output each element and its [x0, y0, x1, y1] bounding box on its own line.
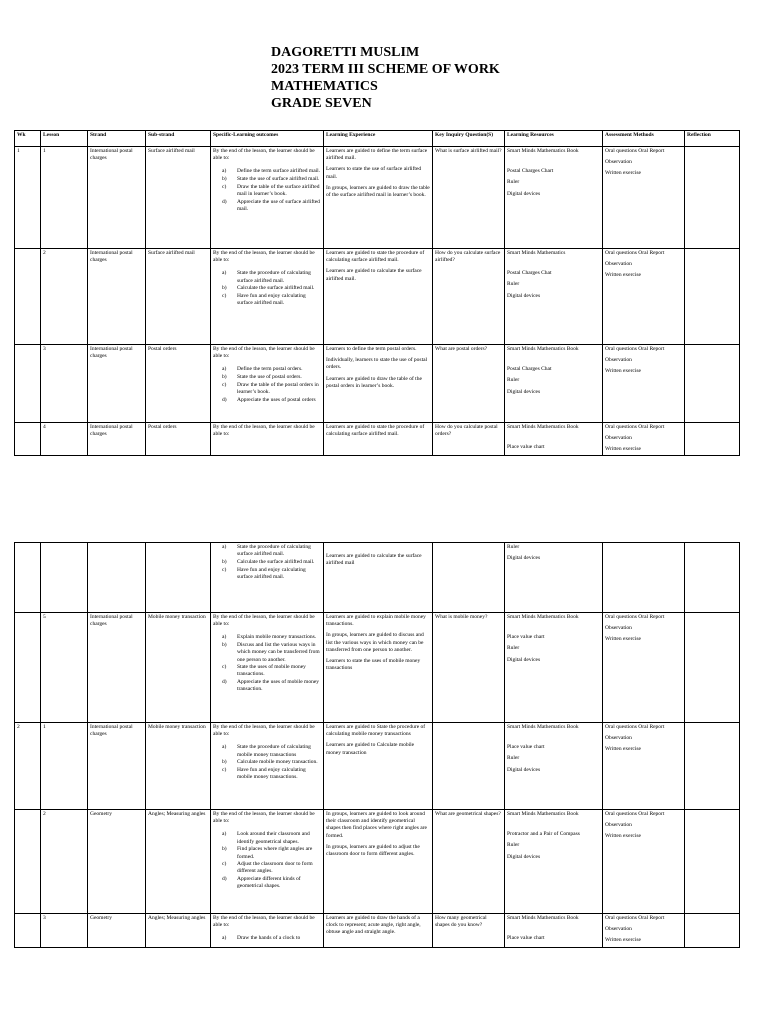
outcomes-intro: By the end of the lesson, the learner should be able to: [213, 346, 315, 360]
assessment-item: Written exercise [605, 636, 641, 643]
outcome-text: State the use of surface airlifted mail. [237, 176, 320, 183]
outcome-marker: b) [222, 176, 227, 183]
cell-outcomes [211, 613, 324, 723]
outcomes-intro: By the end of the lesson, the learner should be able to: [213, 724, 315, 738]
outcomes-intro: By the end of the lesson, the learner should be able to: [213, 424, 315, 438]
cell-outcomes [211, 810, 324, 914]
resource-item: Digital devices [507, 555, 541, 562]
cell-assessment [603, 723, 685, 810]
cell-lesson [41, 543, 88, 613]
cell-resources [505, 914, 603, 948]
cell-lesson: 3 [41, 345, 88, 423]
experience-paragraph: In groups, learners are guided to look around their classroom and identify geometrical shapes then find places where right angles are formed. [326, 811, 427, 839]
cell-strand: International postal charges [88, 613, 146, 723]
outcome-text: State the procedure of calculating mobile money transactions [237, 744, 311, 758]
resource-item: Place value chart [507, 444, 545, 451]
outcome-text: Draw the hands of a clock to [237, 935, 301, 942]
experience-paragraph: Learners to state the use of surface airlifted mail. [326, 166, 422, 180]
outcome-text: State the use of postal orders. [237, 374, 302, 381]
resource-item [507, 159, 600, 164]
cell-lesson: 1 [41, 147, 88, 249]
cell-assessment [603, 147, 685, 249]
resource-item [507, 261, 600, 266]
assessment-item: Observation [605, 926, 632, 933]
term-title: 2023 TERM III SCHEME OF WORK [271, 62, 500, 77]
cell-inquiry-question: How do you calculate surface airlifted? [433, 249, 505, 345]
cell-reflection [685, 345, 740, 423]
outcomes-list [213, 744, 321, 781]
outcome-item [222, 374, 321, 381]
resource-item: Smart Minds Mathematics Book [507, 811, 579, 817]
table-row [15, 147, 740, 249]
outcome-marker: b) [222, 285, 227, 292]
cell-lesson: 4 [41, 423, 88, 456]
cell-inquiry-question: What are geometrical shapes? [433, 810, 505, 914]
resource-item: Smart Minds Mathematics Book [507, 614, 579, 620]
resource-item: Digital devices [507, 853, 541, 860]
cell-resources [505, 543, 603, 613]
cell-resources [505, 613, 603, 723]
experience-paragraph: In groups, learners are guided to draw the table of the surface airlifted mail in learner’s book. [326, 184, 430, 199]
outcome-text: Appreciate different kinds of geometrical shapes. [237, 876, 301, 890]
cell-reflection [685, 543, 740, 613]
assessment-item: Oral questions Oral Report [605, 811, 665, 817]
cell-substrand: Postal orders [146, 423, 211, 456]
cell-strand: International postal charges [88, 723, 146, 810]
outcome-item [222, 176, 321, 183]
outcomes-list [213, 366, 321, 404]
resource-item: Digital devices [507, 190, 541, 197]
assessment-item: Observation [605, 435, 632, 442]
assessment-item: Written exercise [605, 446, 641, 453]
cell-lesson: 2 [41, 810, 88, 914]
cell-resources [505, 423, 603, 456]
cell-outcomes [211, 423, 324, 456]
experience-paragraph: Learners to define the term postal orders. [326, 346, 417, 352]
outcome-marker: a) [222, 544, 227, 550]
table-row [15, 914, 740, 948]
cell-strand: Geometry [88, 810, 146, 914]
outcome-text: Appreciate the use of surface airlifted mail. [237, 198, 320, 212]
resource-item: Ruler [507, 281, 520, 288]
outcome-item [222, 767, 321, 781]
resource-item: Digital devices [507, 656, 541, 663]
outcome-item [222, 679, 321, 693]
outcome-marker: d) [222, 679, 227, 686]
cell-week [15, 914, 41, 948]
cell-resources [505, 810, 603, 914]
cell-reflection [685, 423, 740, 456]
outcome-item [222, 270, 321, 284]
table-row [15, 613, 740, 723]
cell-experience [324, 723, 433, 810]
outcome-item [222, 846, 321, 860]
outcome-item [222, 366, 321, 373]
cell-resources [505, 723, 603, 810]
resource-item: Smart Minds Mathematics Book [507, 915, 579, 921]
resource-item: Smart Minds Mathematics Book [507, 724, 579, 730]
cell-substrand: Surface airlifted mail [146, 249, 211, 345]
resource-item: Place value chart [507, 634, 545, 641]
outcomes-list [213, 831, 321, 890]
outcome-item [222, 634, 321, 641]
experience-paragraph: Learners are guided to calculate the surface airlifted mail [326, 553, 422, 567]
assessment-item: Written exercise [605, 937, 641, 944]
resource-item: Smart Minds Mathematics [507, 250, 566, 256]
cell-outcomes [211, 543, 324, 613]
resource-item: Ruler [507, 544, 520, 550]
outcome-marker: b) [222, 759, 227, 766]
resource-item: Ruler [507, 842, 520, 849]
outcome-marker: b) [222, 374, 227, 381]
cell-substrand: Surface airlifted mail [146, 147, 211, 249]
cell-week [15, 249, 41, 345]
col-header-resources: Learning Resources [505, 131, 603, 147]
cell-reflection [685, 147, 740, 249]
cell-week: 1 [15, 147, 41, 249]
outcome-text: Draw the table of the postal orders in learner’s book. [237, 381, 319, 396]
resource-item: Digital devices [507, 766, 541, 773]
resource-item: Digital devices [507, 388, 541, 395]
outcome-text: Have fun and enjoy calculating surface airlifted mail. [237, 293, 306, 307]
cell-outcomes [211, 345, 324, 423]
outcome-marker: c) [222, 293, 227, 300]
cell-inquiry-question [433, 723, 505, 810]
cell-assessment [603, 613, 685, 723]
outcome-item [222, 285, 321, 292]
cell-assessment [603, 249, 685, 345]
outcome-marker: c) [222, 566, 227, 573]
outcome-marker: d) [222, 876, 227, 883]
outcome-marker: c) [222, 767, 227, 774]
col-header-question: Key Inquiry Question(S) [433, 131, 505, 147]
cell-strand: International postal charges [88, 345, 146, 423]
table-row [15, 723, 740, 810]
cell-week [15, 810, 41, 914]
outcome-item [222, 199, 321, 213]
resource-item [507, 926, 600, 931]
experience-paragraph: Learners are guided to explain mobile money transactions. [326, 614, 426, 628]
experience-paragraph: Learners are guided to draw the table of the postal orders in learner’s book. [326, 375, 422, 389]
resource-item: Ruler [507, 377, 520, 384]
table-row [15, 345, 740, 423]
resource-item [507, 435, 600, 440]
outcomes-list [213, 544, 321, 581]
experience-paragraph: Learners are guided to state the procedure of calculating surface airlifted mail. [326, 424, 425, 438]
experience-paragraph: Learners are guided to State the procedure of calculating mobile money transactions [326, 724, 426, 738]
assessment-item: Observation [605, 261, 632, 268]
resource-item [507, 735, 600, 740]
experience-paragraph: Learners are guided to draw the hands of a clock to represent; acute angle, right angle, obtuse angle and straight angle. [326, 915, 421, 936]
assessment-item: Oral questions Oral Report [605, 915, 665, 921]
cell-week [15, 423, 41, 456]
col-header-reflection: Reflection [685, 131, 740, 147]
resource-item: Smart Minds Mathematics Book [507, 424, 579, 430]
resource-item: Digital devices [507, 292, 541, 299]
outcomes-list [213, 168, 321, 213]
experience-paragraph [326, 544, 430, 549]
cell-experience [324, 613, 433, 723]
outcomes-intro: By the end of the lesson, the learner should be able to: [213, 811, 315, 825]
col-header-outcomes: Specific-Learning outcomes [211, 131, 324, 147]
assessment-item: Written exercise [605, 746, 641, 753]
outcome-marker: c) [222, 861, 227, 868]
resource-item: Place value chart [507, 935, 545, 942]
cell-reflection [685, 914, 740, 948]
cell-outcomes [211, 914, 324, 948]
cell-strand: International postal charges [88, 249, 146, 345]
outcome-text: Define the term surface airlifted mail. [237, 168, 321, 175]
outcome-item [222, 168, 321, 175]
outcome-item [222, 642, 321, 664]
outcome-marker: d) [222, 198, 227, 205]
cell-lesson: 2 [41, 249, 88, 345]
outcome-text: Have fun and enjoy calculating surface airlifted mail. [237, 566, 306, 580]
assessment-item: Oral questions Oral Report [605, 724, 665, 730]
assessment-item: Observation [605, 735, 632, 742]
outcome-item [222, 759, 321, 766]
outcome-text: Explain mobile money transactions. [237, 634, 317, 641]
cell-experience [324, 423, 433, 456]
assessment-item: Oral questions Oral Report [605, 250, 665, 256]
school-name: DAGORETTI MUSLIM [271, 45, 420, 60]
table-row [15, 810, 740, 914]
outcome-text: Adjust the classroom door to form different angles. [237, 861, 313, 875]
grade-title: GRADE SEVEN [271, 96, 372, 111]
cell-assessment [603, 914, 685, 948]
table-row [15, 543, 740, 613]
outcome-text: Look around their classroom and identify geometrical shapes. [237, 831, 310, 845]
cell-week [15, 345, 41, 423]
resource-item: Ruler [507, 645, 520, 652]
resource-item: Smart Minds Mathematics Book [507, 346, 579, 352]
experience-paragraph: Learners are guided to define the term surface airlifted mail. [326, 148, 428, 162]
resource-item: Smart Minds Mathematics Book [507, 148, 579, 154]
cell-assessment [603, 810, 685, 914]
cell-experience [324, 147, 433, 249]
cell-substrand [146, 543, 211, 613]
resource-item: Protractor and a Pair of Compass [507, 831, 580, 838]
outcome-item [222, 664, 321, 678]
cell-week [15, 543, 41, 613]
document-title [271, 44, 571, 112]
outcome-text: Calculate mobile money transaction. [237, 759, 318, 766]
table-row [15, 423, 740, 456]
outcome-item [222, 861, 321, 875]
outcome-marker: a) [222, 935, 227, 942]
cell-lesson: 1 [41, 723, 88, 810]
outcomes-intro: By the end of the lesson, the learner should be able to: [213, 614, 315, 628]
table-body-page-2 [15, 543, 740, 948]
table-body-page-1 [15, 147, 740, 456]
outcome-item [222, 397, 321, 404]
cell-outcomes [211, 249, 324, 345]
assessment-item: Observation [605, 625, 632, 632]
cell-substrand: Mobile money transaction [146, 723, 211, 810]
outcomes-list [213, 270, 321, 307]
resource-item: Postal Charges Chart [507, 168, 554, 175]
outcomes-list [213, 634, 321, 693]
assessment-item: Oral questions Oral Report [605, 346, 665, 352]
col-header-substrand: Sub-strand [146, 131, 211, 147]
outcome-marker: c) [222, 183, 227, 190]
outcomes-intro: By the end of the lesson, the learner should be able to: [213, 915, 315, 929]
cell-lesson: 5 [41, 613, 88, 723]
outcomes-intro: By the end of the lesson, the learner should be able to: [213, 250, 315, 264]
cell-substrand: Postal orders [146, 345, 211, 423]
outcome-item [222, 831, 321, 845]
cell-resources [505, 345, 603, 423]
assessment-item: Written exercise [605, 833, 641, 840]
assessment-item: Written exercise [605, 170, 641, 177]
outcome-marker: a) [222, 634, 227, 641]
cell-reflection [685, 810, 740, 914]
outcome-item [222, 744, 321, 758]
outcome-marker: a) [222, 366, 227, 373]
cell-strand: International postal charges [88, 423, 146, 456]
outcome-text: Find places where right angles are formed. [237, 846, 313, 860]
outcome-marker: a) [222, 831, 227, 838]
col-header-wk: Wk [15, 131, 41, 147]
cell-experience [324, 543, 433, 613]
outcome-marker: b) [222, 642, 227, 649]
resource-item: Postal Charges Chat [507, 366, 552, 373]
assessment-item: Oral questions Oral Report [605, 424, 665, 430]
outcome-text: Appreciate the uses of postal orders [237, 396, 316, 403]
outcome-item [222, 382, 321, 396]
outcome-item [222, 567, 321, 581]
cell-inquiry-question: What are postal orders? [433, 345, 505, 423]
assessment-item: Oral questions Oral Report [605, 148, 665, 154]
outcome-marker: b) [222, 846, 227, 853]
outcome-marker: b) [222, 558, 227, 565]
cell-experience [324, 914, 433, 948]
cell-inquiry-question: What is surface airlifted mail? [433, 147, 505, 249]
resource-item [507, 625, 600, 630]
outcome-text: Have fun and enjoy calculating mobile money transactions. [237, 767, 306, 781]
outcome-text: State the procedure of calculating surface airlifted mail. [237, 270, 311, 284]
cell-resources [505, 147, 603, 249]
experience-paragraph: Learners are guided to state the procedure of calculating surface airlifted mail. [326, 250, 425, 264]
cell-experience [324, 345, 433, 423]
experience-paragraph: Individually, learners to state the use of postal orders. [326, 357, 428, 371]
outcome-marker: d) [222, 396, 227, 403]
experience-paragraph: Learners are guided to Calculate mobile money transaction [326, 742, 415, 756]
experience-paragraph: Learners are guided to calculate the surface airlifted mail. [326, 268, 422, 282]
outcome-marker: c) [222, 664, 227, 671]
cell-outcomes [211, 147, 324, 249]
cell-inquiry-question: What is mobile money? [433, 613, 505, 723]
col-header-assessment: Assessment Methods [603, 131, 685, 147]
outcomes-list [213, 935, 321, 942]
outcome-marker: a) [222, 270, 227, 277]
cell-strand: International postal charges [88, 147, 146, 249]
resource-item: Postal Charges Chat [507, 270, 552, 277]
outcome-item [222, 876, 321, 890]
cell-week: 2 [15, 723, 41, 810]
cell-experience [324, 810, 433, 914]
resource-item: Place value chart [507, 744, 545, 751]
experience-paragraph: Learners to state the uses of mobile money transactions [326, 658, 421, 672]
cell-experience [324, 249, 433, 345]
outcome-text: Appreciate the uses of mobile money transaction. [237, 679, 320, 693]
col-header-experience: Learning Experience [324, 131, 433, 147]
assessment-item: Observation [605, 159, 632, 166]
outcome-item [222, 559, 321, 566]
outcome-text: Calculate the surface airlifted mail. [237, 558, 315, 565]
outcome-text: State the uses of mobile money transactions. [237, 664, 306, 678]
experience-paragraph: In groups, learners are guided to discuss and list the various ways in which money can be transferred from one person to another. [326, 632, 424, 653]
resource-item [507, 357, 600, 362]
scheme-table-page-2 [14, 542, 740, 948]
cell-assessment [603, 345, 685, 423]
cell-strand: Geometry [88, 914, 146, 948]
cell-substrand: Mobile money transaction [146, 613, 211, 723]
outcome-text: Calculate the surface airlifted mail. [237, 285, 315, 292]
outcome-marker: a) [222, 744, 227, 751]
resource-item: Ruler [507, 179, 520, 186]
cell-assessment [603, 423, 685, 456]
col-header-lesson: Lesson [41, 131, 88, 147]
outcome-item [222, 184, 321, 198]
cell-assessment [603, 543, 685, 613]
cell-strand [88, 543, 146, 613]
scheme-table-page-1 [14, 130, 740, 456]
outcome-item [222, 935, 321, 942]
table-row [15, 249, 740, 345]
cell-reflection [685, 249, 740, 345]
assessment-item: Written exercise [605, 368, 641, 375]
outcome-text: Discuss and list the various ways in which money can be transferred from one person to another. [237, 642, 320, 663]
cell-substrand: Angles; Measuring angles [146, 810, 211, 914]
cell-outcomes [211, 723, 324, 810]
outcome-item [222, 544, 321, 558]
cell-week [15, 613, 41, 723]
experience-paragraph: In groups, learners are guided to adjust the classroom door to form different angles. [326, 843, 420, 858]
cell-lesson: 3 [41, 914, 88, 948]
outcome-text: State the procedure of calculating surface airlifted mail. [237, 544, 311, 558]
cell-reflection [685, 613, 740, 723]
cell-inquiry-question [433, 543, 505, 613]
cell-substrand: Angles; Measuring angles [146, 914, 211, 948]
assessment-item: Oral questions Oral Report [605, 614, 665, 620]
outcomes-intro: By the end of the lesson, the learner should be able to: [213, 148, 315, 162]
col-header-strand: Strand [88, 131, 146, 147]
cell-inquiry-question: How do you calculate postal orders? [433, 423, 505, 456]
resource-item: Ruler [507, 755, 520, 762]
assessment-item: Observation [605, 822, 632, 829]
cell-reflection [685, 723, 740, 810]
outcome-marker: c) [222, 381, 227, 388]
outcome-item [222, 293, 321, 307]
outcome-text: Draw the table of the surface airlifted mail in learner’s book. [237, 183, 320, 198]
subject-title: MATHEMATICS [271, 79, 378, 94]
assessment-item: Observation [605, 357, 632, 364]
resource-item [507, 822, 600, 827]
outcome-text: Define the term postal orders. [237, 366, 303, 373]
assessment-item: Written exercise [605, 272, 641, 279]
cell-resources [505, 249, 603, 345]
cell-inquiry-question: How many geometrical shapes do you know? [433, 914, 505, 948]
table-header-row [15, 131, 740, 147]
outcome-marker: a) [222, 168, 227, 175]
